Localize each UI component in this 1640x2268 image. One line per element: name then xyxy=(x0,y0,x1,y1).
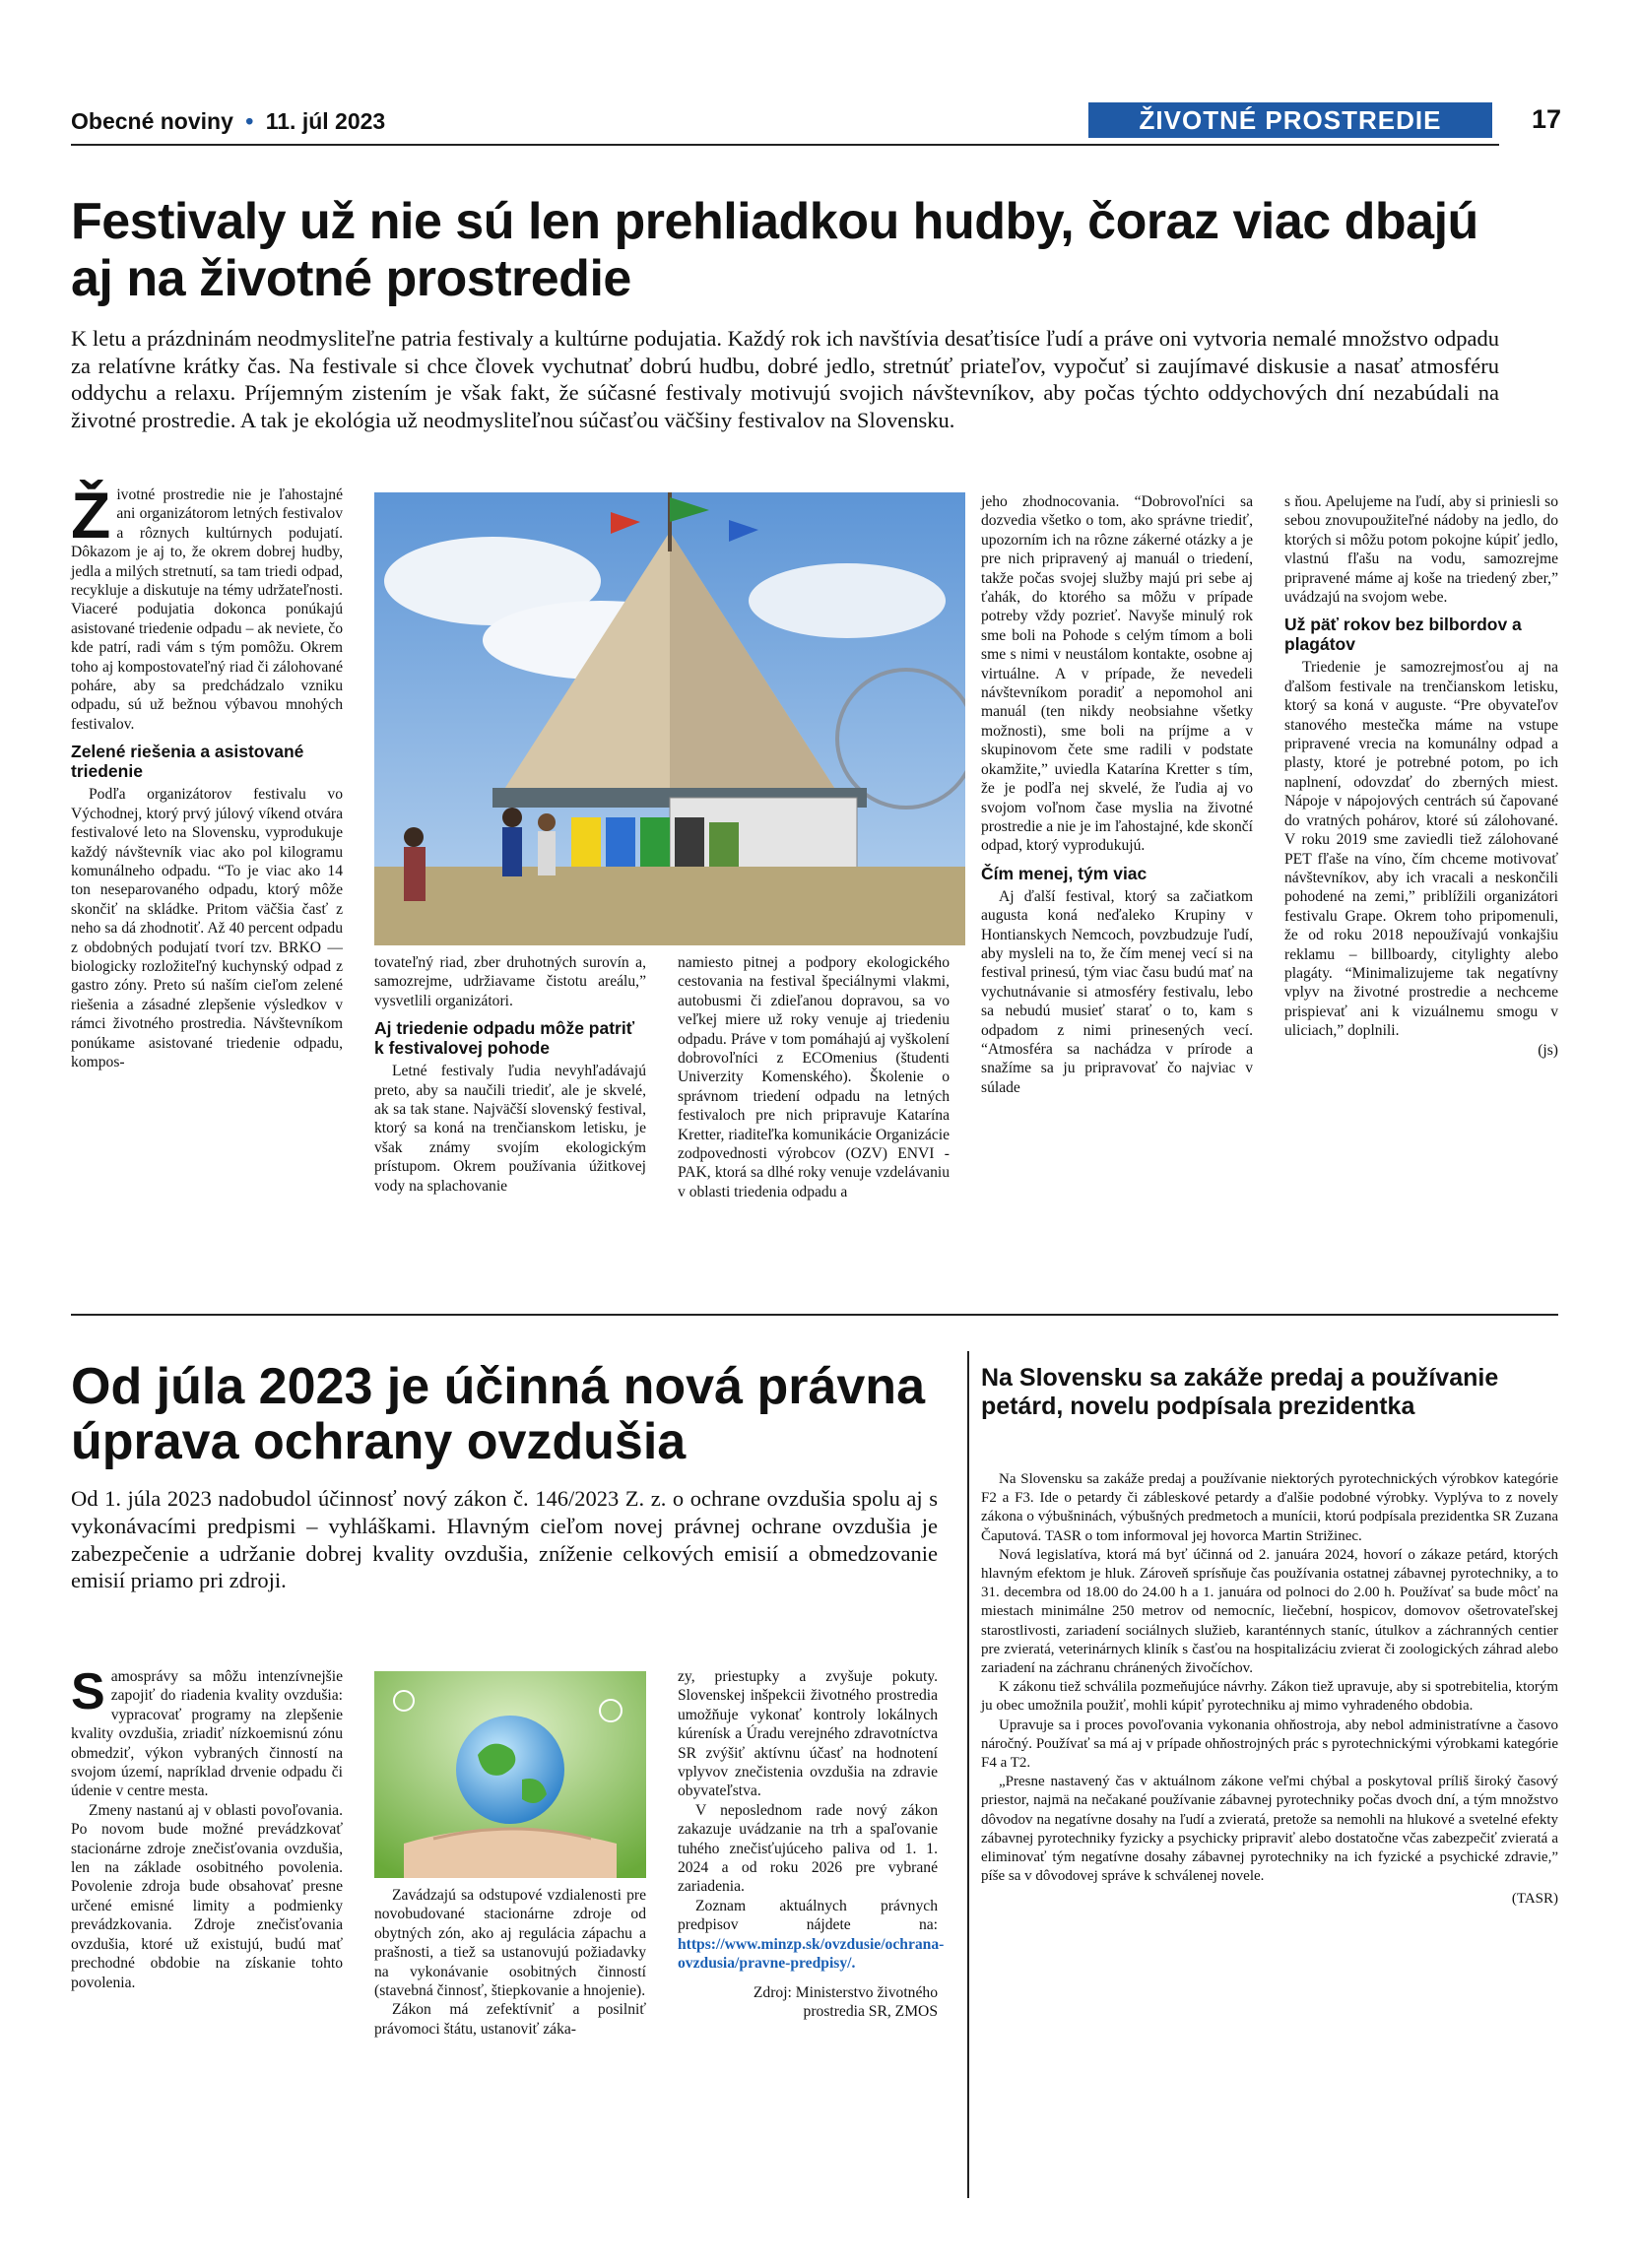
article2-col1 xyxy=(71,1663,343,1992)
festival-tent-image xyxy=(374,492,965,945)
article1-subhead-1: Zelené riešenia a asistované triedenie xyxy=(71,742,304,782)
issue-date: 11. júl 2023 xyxy=(265,108,386,134)
article1-col5 xyxy=(1284,492,1558,1060)
article1-subhead-2: Aj triedenie odpadu môže patriť k festivalovej pohode xyxy=(374,1018,635,1059)
article2-col3-p3: Zoznam aktuálnych právnych predpisov nájdete na: xyxy=(678,1897,938,1934)
article1-lead: K letu a prázdninám neodmysliteľne patria festivaly a kultúrne podujatia. Každý rok ich navštívia desaťtisíce ľudí a práve oni vytvoria nemalé množstvo odpadu za relatívne krátky čas. Na festivale si chce človek vychutnať dobrú hudbu, dobré jedlo, stretnúť priateľov, vypočuť si zaujímavé diskusie a nasať atmosféru oddychu a relaxu. Príjemným zistením je však fakt, že súčasné festivaly motivujú svojich návštevníkov, aby počas týchto oddychových dní nezabúdali na životné prostredie. A tak je ekológia už neodmysliteľnou súčasťou väčšiny festivalov na Slovensku. xyxy=(71,326,1499,432)
paper-name: Obecné noviny xyxy=(71,108,233,134)
article2-col2 xyxy=(374,1886,646,2039)
festival-photo xyxy=(374,492,965,945)
article1-col5-p1: s ňou. Apelujeme na ľudí, aby si priniesli so sebou znovupoužiteľné nádoby na jedlo, do ktorých si môžu potom pokojne kúpiť jedlo, vlastnú fľašu na vodu, samozrejme pripravené máme aj koše na triedený zber,” uvádzajú na svojom webe. xyxy=(1284,493,1558,607)
bullet: • xyxy=(245,108,254,134)
section-tag-label: ŽIVOTNÉ PROSTREDIE xyxy=(1139,105,1442,135)
article2-source: Zdroj: Ministerstvo životného prostredia SR, ZMOS xyxy=(753,1983,938,2020)
article3-p5: „Presne nastavený čas v aktuálnom zákone veľmi chýbal a poskytoval príliš široký časový priestor, najmä na nečakané používanie zábavnej pyrotechniky počas dvoch dní, a tým množstvo dôvodov na negatívne dosahy na ľudí a zvieratá, pretože sa nemohli na hlukové a svetelné efekty zábavnej pyrotechniky fyzicky a psychicky pripraviť alebo dostatočne včas zabezpečiť zvieratá a eliminovať tým negatívne dosahy zábavnej pyrotechniky na ich fyzické a psychické zdravie,” píše sa v dôvodovej správe k schválenej novele. xyxy=(981,1774,1558,1885)
article-divider xyxy=(967,1351,969,2198)
article2-col1-p1: amosprávy sa môžu intenzívnejšie zapojiť do riadenia kvality ovzdušia: vypracovať programy na zlepšenie kvality ovzdušia, zriadiť nízkoemisnú zónu obmedziť, výkon vybraných činností na svojom území, napríklad drvenie odpadu či údenie v centre mesta. xyxy=(71,1668,343,1800)
article1-col1-p2: Podľa organizátorov festivalu vo Východnej, ktorý prvý júlový víkend otvára festivalové leto na Slovensku, vyprodukuje každý návštevník viac ako pol kilogramu komunálneho odpadu. “To je viac ako 14 ton neseparovaného odpadu, ktorý môže skončiť na skládke. Pritom väčšia časť z neho sa dá zhodnotiť. Až 40 percent odpadu z obdobných podujatí tvorí tzv. BRKO — biologicky rozložiteľný kuchynský odpad z gastro zóny. Preto sú naším cieľom zelené riešenia a zásadné zlepšenie výsledkov v rámci životného prostredia. Návštevníkom ponúkame asistované triedenie odpadu, kompos- xyxy=(71,786,343,1070)
article3-p3: K zákonu tiež schválila pozmeňujúce návrhy. Zákon tiež upravuje, aby si spotrebitelia, ktorým ju obec umožnila použiť, mohli kúpiť pyrotechniku aj mimo vyhradeného obdobia. xyxy=(981,1679,1558,1715)
article1-signature: (js) xyxy=(1538,1041,1558,1059)
masthead-rule xyxy=(71,144,1499,146)
article2-col3-p2: V neposlednom rade nový zákon zakazuje uvádzanie na trh a spaľovanie tuhého znečisťujúceho paliva od 1. 1. 2024 a od roku 2026 pre vybrané zariadenia. xyxy=(678,1801,938,1896)
globe-hands-image xyxy=(374,1671,646,1878)
article2-lead: Od 1. júla 2023 nadobudol účinnosť nový zákon č. 146/2023 Z. z. o ochrane ovzdušia spolu aj s vykonávacími predpismi – vyhláškami. Hlavným cieľom novej právnej ochrane ovzdušia je zabezpečenie a udržanie dobrej kvality ovzdušia, zníženie celkových emisií a obmedzovanie emisií priamo pri zdroji. xyxy=(71,1486,938,1593)
article3-p4: Upravuje sa i proces povoľovania vykonania ohňostroja, aby nebol administratívne a časovo náročný. Používať sa má aj v prípade ohňostrojných prác s pyrotechnickými výrobkami kategórie F4 a T2. xyxy=(981,1717,1558,1772)
article3-headline: Na Slovensku sa zakáže predaj a používanie petárd, novelu podpísala prezidentka xyxy=(981,1364,1499,1420)
article1-col2 xyxy=(374,953,646,1196)
article3-p2: Nová legislatíva, ktorá má byť účinná od 2. januára 2024, hovorí o zákaze petárd, ktorých hlavným efektom je hluk. Zároveň sprísňuje čas používania ostatnej zábavnej pyrotechniky, a to 31. decembra od 18.00 do 24.00 h a 1. januára od polnoci do 2.00 h. Používať sa bude môcť na miestach minimálne 250 metrov od nemocníc, liečební, hospicov, domovov ošetrovateľskej starostlivosti, zariadení sociálnych služieb, karanténnych staníc, útulkov a záchranných centier pre zvieratá, veterinárnych kliník s časťou na hospitalizáciu zvierat či zoologických záhrad alebo zariadení na záchranu chránených živočíchov. xyxy=(981,1546,1558,1677)
article1-col2-p2: Letné festivaly ľudia nevyhľadávajú preto, aby sa naučili triediť, ale je skvelé, ak sa tak stane. Najväčší slovenský festival, ktorý sa koná na trenčianskom letisku, je však známy svojím ekologickým prístupom. Okrem používania úžitkovej vody na splachovanie xyxy=(374,1063,646,1195)
article2-col1-p2: Zmeny nastanú aj v oblasti povoľovania. Po novom bude možné prevádzkovať stacionárne zdroje znečisťovania ovzdušia, len na základe osobitného povolenia. Povolenie zdroja bude obsahovať presne určené emisné limity a podmienky prevádzkovania. Zdroje znečisťovania ovzdušia, ktoré už existujú, budú mať prechodné obdobie na získanie tohto povolenia. xyxy=(71,1801,343,1991)
article1-col3-p1: namiesto pitnej a podpory ekologického cestovania na festival špeciálnymi vlakmi, autobusmi či zdieľanou dopravou, sa vo veľkej miere už roky venuje aj triedeniu odpadu. Práve v tom pomáhajú aj vyškolení dobrovoľníci z ECOmenius (študenti Univerzity Komenského). Školenie o správnom triedení odpadu na letných festivaloch pre nich pripravuje Katarína Kretter, riaditeľka komunikácie Organizácie zodpovednosti výrobcov (OZV) ENVI - PAK, ktorá sa dlhé roky venuje vzdelávaniu v oblasti triedenia odpadu a xyxy=(678,954,950,1200)
article2-dropcap: S xyxy=(71,1663,105,1720)
article3-p1: Na Slovensku sa zakáže predaj a používanie niektorých pyrotechnických výrobkov kategórie F2 a F3. Ide o petardy či zábleskové petardy a ďalšie podobné výrobky. Vyplýva to z novely zákona o výbušninách, výbušných predmetoch a munícii, ktorú podpísala prezidentka SR Zuzana Čaputová. TASR o tom informoval jej hovorca Martin Strižinec. xyxy=(981,1471,1558,1544)
masthead-left xyxy=(71,108,385,135)
legislation-link[interactable]: https://www.minzp.sk/ovzdusie/ochrana-ovzdusia/pravne-predpisy/. xyxy=(678,1935,945,1973)
article2-col3 xyxy=(678,1667,945,2021)
article1-col4 xyxy=(981,492,1253,1097)
article1-col4-p2: Aj ďalší festival, ktorý sa začiatkom augusta koná neďaleko Krupiny v Hontianskych Nemcoch, povzbudzuje ľudí, aby mysleli na to, že čím menej vecí si na festival prinesú, tým viac času budú mať na vychutnávanie si atmosféry festivalu, lebo sa nebudú musieť starať o to, kam s odpadom z nimi prinesených vecí. “Atmosféra sa nachádza v prírode a snažíme sa ju pripravovať čo najviac v súlade xyxy=(981,887,1253,1096)
page-number: 17 xyxy=(1532,104,1562,134)
article1-headline: Festivaly už nie sú len prehliadkou hudby, čoraz viac dbajú aj na životné prostredie xyxy=(71,193,1478,307)
article1-dropcap: Ž xyxy=(71,479,111,551)
article1-bottom-rule xyxy=(71,1314,1558,1316)
article1-col1-p1: ivotné prostredie nie je ľahostajné ani organizátorom letných festivalov a rôznych kultúrnych podujatí. Dôkazom je aj to, že okrem dobrej hudby, jedla a milých stretnutí, sa tam triedi odpad, recykluje a diskutuje na témy udržateľnosti. Viaceré podujatia dokonca ponúkajú asistované triedenie odpadu – ak neviete, čo kde patrí, radi vám s tým pomôžu. Okrem toho aj kompostovateľný riad či zálohované poháre, aby sa predchádzalo vzniku odpadu, sú už bežnou výbavou mnohých festivalov. xyxy=(71,486,343,733)
article1-subhead-3: Čím menej, tým viac xyxy=(981,863,1148,883)
article1-col1 xyxy=(71,479,343,1071)
article1-col2-p1: tovateľný riad, zber druhotných surovín a, samozrejme, udržiavame čistotu areálu,” vysvetlili organizátori. xyxy=(374,954,646,1009)
article3-body xyxy=(981,1470,1558,1910)
globe-photo xyxy=(374,1671,646,1878)
article1-col5-p2: Triedenie je samozrejmosťou aj na ďalšom festivale na trenčianskom letisku, ktorý sa koná v auguste. “Pre obyvateľov stanového mestečka máme na vstupe pripravené vrecia na komunálny odpad a plasty, ktoré je potrebné potom, po ich naplnení, odovzdať do zberných miest. Nápoje v nápojových centrách sú čapované do vratných pohárov, ktoré sú zálohované. V roku 2019 sme zaviedli tiež zálohované PET fľaše na víno, čím chceme motivovať návštevníkov, aby ich vracali a neskončili pohodené na zemi,” priblížili organizátori festivalu Grape. Okrem toho pripomenuli, že od roku 2018 nepoužívajú vonkajšiu reklamu – billboardy, citylighty alebo plagáty. “Minimalizujeme tak negatívny vplyv na životné prostredie a nechceme prispievať ani k vizuálnemu smogu v uliciach,” doplnili. xyxy=(1284,659,1558,1040)
article1-col4-p1: jeho zhodnocovania. “Dobrovoľníci sa dozvedia všetko o tom, ako správne triediť, upozorním ich na rôzne zákerné otázky a je pre nich pripravený aj manuál o triedení, takže počas svojej služby majú pri sebe aj ťahák, do ktorého sa môžu v prípade potreby vždy pozrieť. Navyše minulý rok sme boli na Pohode s celým tímom a boli sme s nimi v neustálom kontakte, osobne aj virtuálne. A v prípade, že nevedeli návštevníkom poradiť a nepomohol ani manuál (ten nikdy neobsiahne všetky možnosti), sme boli na príjme a v skupinovom čete sme radili v podstate okamžite,” uviedla Katarína Kretter s tím, že je podľa nej skvelé, že ľudia aj vo svojom voľnom čase myslia na životné prostredie a nie je im ľahostajné, kde skončí odpad, ktorý vyprodukujú. xyxy=(981,493,1253,855)
article1-subhead-4: Už päť rokov bez bilbordov a plagátov xyxy=(1284,615,1522,655)
section-tag xyxy=(1088,102,1492,138)
article2-col2-p1: Zavádzajú sa odstupové vzdialenosti pre novobudované stacionárne zdroje od obytných zón, ako aj regulácia zápachu a prašnosti, a tiež sa ustanovujú požiadavky na vykonávanie osobitných činností (stavebná činnosť, štiepkovanie a hnojenie). xyxy=(374,1887,646,2000)
article1-col3 xyxy=(678,953,950,1201)
article3-signature: (TASR) xyxy=(1511,1891,1558,1908)
article2-col2-p2: Zákon má zefektívniť a posilniť právomoci štátu, ustanoviť záka- xyxy=(374,2001,646,2038)
article2-headline: Od júla 2023 je účinná nová právna úprava ochrany ovzdušia xyxy=(71,1358,925,1470)
article2-col3-p1: zy, priestupky a zvyšuje pokuty. Slovenskej inšpekcii životného prostredia umožňuje vykonať kontroly lokálnych kúrenísk a Úradu verejného zdravotníctva SR zvýšiť aktívnu účasť na hodnotení vplyvov znečistenia ovzdušia na zdravie obyvateľstva. xyxy=(678,1668,938,1800)
